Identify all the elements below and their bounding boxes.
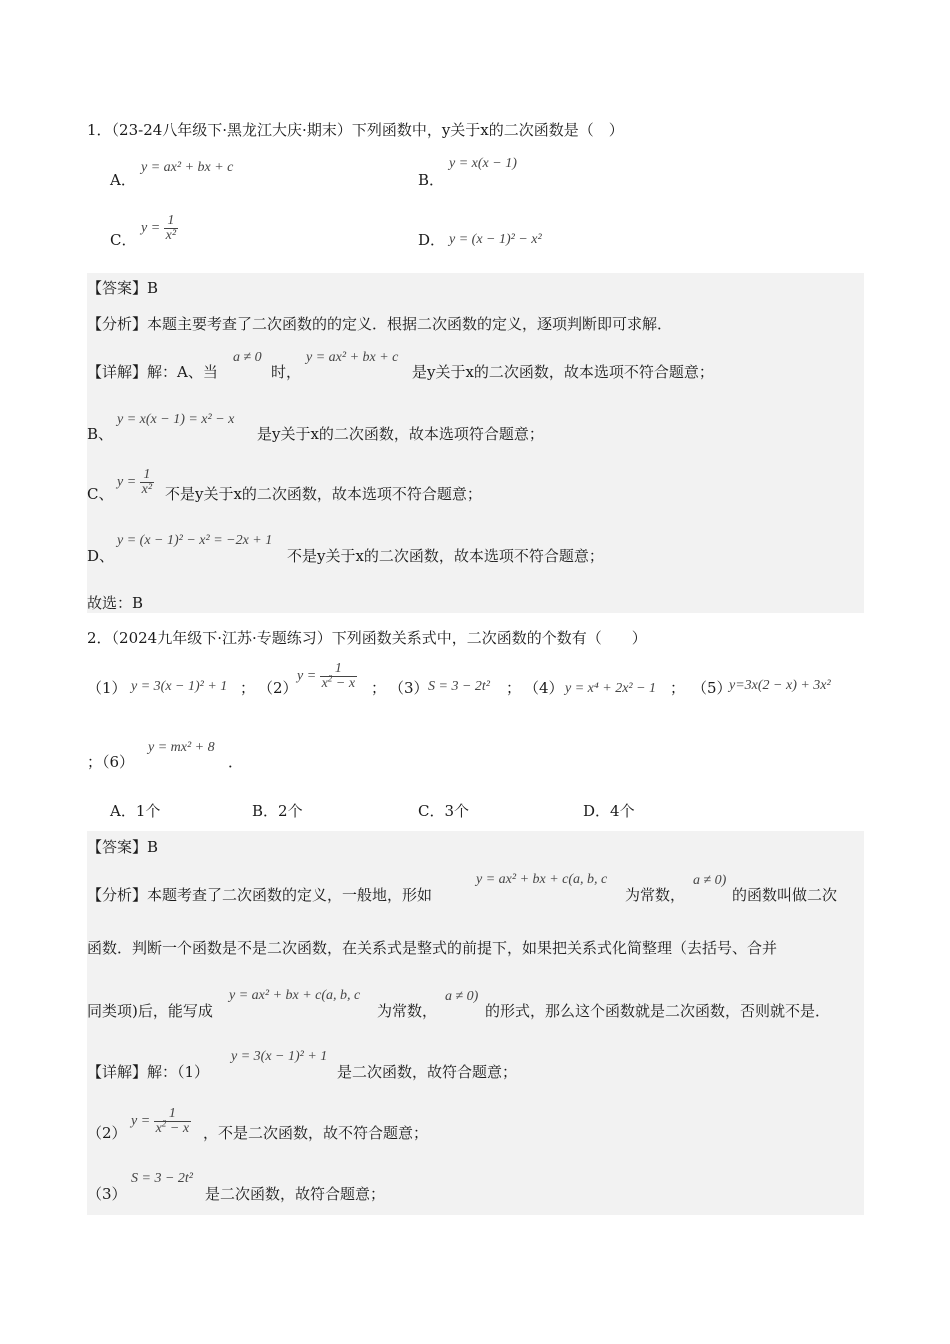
q1-option-c-expr: y = $\frac{1}{\text{x²}}$ (141, 213, 177, 243)
q1-option-c-label: C． (110, 231, 137, 249)
q2-detail-2-pre: （2） (87, 1124, 127, 1142)
q2-item1-sep: ； (240, 679, 256, 697)
q1-detail-1-m1: a ≠ 0 (233, 350, 262, 365)
q2-item5-expr: y=3x(2 − x) + 3x² (729, 678, 831, 693)
q1-detail-3-math: y = $\frac{1}{\text{x²}}$ (117, 467, 153, 497)
q1-detail-4-post: 不是y关于x的二次函数，故本选项不符合题意； (287, 547, 604, 565)
q2-option-c: C．3个 (418, 802, 470, 820)
q2-stem: 2．（2024九年级下·江苏·专题练习）下列函数关系式中，二次函数的个数有（ ） (87, 629, 647, 647)
q1-option-b-label: B． (418, 171, 445, 189)
q2-detail-2-math: y = $\frac{1}{x^2 - x}$ (131, 1106, 190, 1136)
q2-item4-label: （4） (524, 679, 564, 697)
q1-option-a-label: A． (110, 171, 136, 189)
q2-item3-expr: S = 3 − 2t² (428, 679, 490, 694)
q2-analysis-2: 函数．判断一个函数是不是二次函数，在关系式是整式的前提下，如果把关系式化简整理（去括号、合并 (87, 939, 778, 957)
q2-analysis-1-mid: 为常数， (625, 886, 686, 904)
q2-item2-expr: y = $\frac{1}{x^2 - x}$ (297, 661, 356, 691)
q2-detail-1-post: 是二次函数，故符合题意； (337, 1063, 518, 1081)
q1-detail-1-post: 是y关于x的二次函数，故本选项不符合题意； (412, 363, 714, 381)
q2-item6-expr: y = mx² + 8 (148, 740, 215, 755)
q2-item3-sep: ； (506, 679, 522, 697)
q2-detail-3-math: S = 3 − 2t² (131, 1171, 193, 1186)
q2-item6-label: ；（6） (87, 753, 135, 771)
q2-item2-label: （2） (258, 679, 298, 697)
q2-item4-sep: ； (670, 679, 686, 697)
q1-stem: 1．（23-24八年级下·黑龙江大庆·期末）下列函数中，y关于x的二次函数是（ ） (87, 121, 624, 139)
q1-choice: 故选：B (87, 594, 144, 612)
q1-detail-2-m1: y = x(x − 1) = x² − x (117, 412, 235, 427)
q1-detail-2-pre: B、 (87, 425, 114, 443)
q2-analysis-1-math: y = ax² + bx + c(a, b, c (476, 872, 608, 887)
q1-option-b-expr: y = x(x − 1) (449, 156, 517, 171)
q2-item6-end: ． (228, 753, 244, 771)
q2-analysis-3-math: y = ax² + bx + c(a, b, c (229, 988, 361, 1003)
q1-detail-3-pre: C、 (87, 485, 114, 503)
q2-item2-sep: ； (371, 679, 387, 697)
q2-item1-expr: y = 3(x − 1)² + 1 (131, 679, 228, 694)
q2-answer: 【答案】B (87, 838, 159, 856)
q2-option-b: B．2个 (252, 802, 303, 820)
q2-item5-label: （5） (692, 679, 732, 697)
q2-analysis-1-pre: 【分析】本题考查了二次函数的定义，一般地，形如 (87, 886, 433, 904)
q2-analysis-3-post: 的形式，那么这个函数就是二次函数，否则就不是． (485, 1002, 831, 1020)
q1-answer: 【答案】B (87, 279, 159, 297)
q1-detail-1-pre: 【详解】解：A、当 (87, 363, 218, 381)
q2-detail-3-pre: （3） (87, 1185, 127, 1203)
q2-item1-label: （1） (87, 679, 127, 697)
q2-item3-label: （3） (389, 679, 429, 697)
q2-detail-1-pre: 【详解】解：（1） (87, 1063, 210, 1081)
q2-option-a: A．1个 (110, 802, 161, 820)
q2-detail-1-math: y = 3(x − 1)² + 1 (231, 1049, 328, 1064)
q1-detail-1-m2: y = ax² + bx + c (306, 350, 399, 365)
q1-detail-2-post: 是y关于x的二次函数，故本选项符合题意； (257, 425, 544, 443)
q1-detail-4-m1: y = (x − 1)² − x² = −2x + 1 (117, 533, 273, 548)
q1-detail-4-pre: D、 (87, 547, 115, 565)
q2-analysis-1-post: 的函数叫做二次 (732, 886, 838, 904)
q1-option-d-expr: y = (x − 1)² − x² (449, 232, 542, 247)
q2-analysis-1-math2: a ≠ 0) (693, 873, 727, 888)
q2-detail-3-post: 是二次函数，故符合题意； (205, 1185, 386, 1203)
q2-item4-expr: y = x⁴ + 2x² − 1 (565, 681, 657, 696)
q1-option-d-label: D． (418, 231, 446, 249)
q2-analysis-3-pre: 同类项)后，能写成 (87, 1002, 213, 1020)
q1-detail-3-post: 不是y关于x的二次函数，故本选项不符合题意； (165, 485, 482, 503)
q1-analysis: 【分析】本题主要考查了二次函数的的定义．根据二次函数的定义，逐项判断即可求解． (87, 315, 673, 333)
q2-option-d: D．4个 (583, 802, 635, 820)
q1-detail-1-mid: 时， (271, 363, 302, 381)
q2-analysis-3-math2: a ≠ 0) (445, 989, 479, 1004)
q1-option-a-expr: y = ax² + bx + c (141, 160, 234, 175)
q2-detail-2-post: ，不是二次函数，故不符合题意； (203, 1124, 429, 1142)
q2-analysis-3-mid: 为常数， (377, 1002, 438, 1020)
